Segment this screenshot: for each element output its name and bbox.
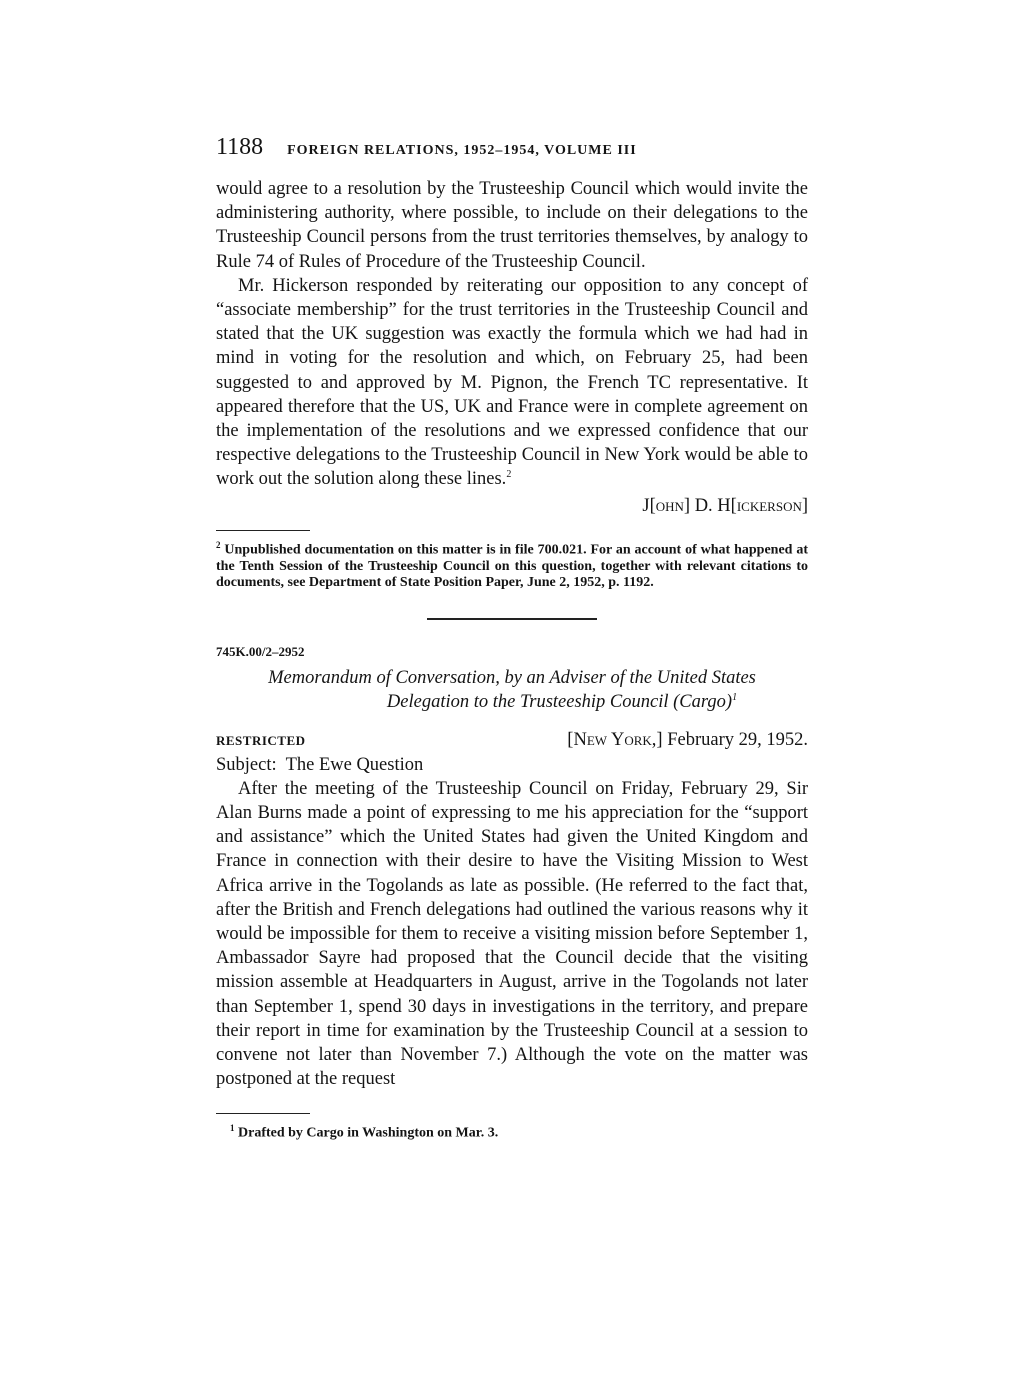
page	[216, 134, 808, 1143]
page-number: 1188	[216, 134, 264, 160]
title-line-2: Delegation to the Trusteeship Council (Cargo)	[386, 691, 733, 712]
footnote-ref-2: 2	[506, 469, 512, 481]
footnote-ref-1: 1	[732, 691, 738, 703]
document-meta	[216, 730, 808, 751]
memo-paragraph: After the meeting of the Trusteeship Council on Friday, February 29, Sir Alan Burns made a point of expressing to me his appreciation for the “support and assistance” which the United States had given the United Kingdom and France in connection with their desire to have the Visiting Mission to West Africa arrive in the Togolands as late as possible. (He referred to the fact that, after the British and French delegations had outlined the various reasons why it would be impossible for them to receive a visiting mission before September 1, Ambassador Sayre had proposed that the Council decide that the visiting mission assemble at Headquarters in August, arrive in the Togolands not later than September 1, spend 30 days in investigations in the territory, and prepare their report in time for examination by the Trusteeship Council at a session to convene not later than November 7.) Although the vote on the matter was postponed at the request	[216, 778, 808, 1090]
place-date: [New York,] February 29, 1952.	[567, 729, 808, 750]
file-number: 745K.00/2–2952	[216, 643, 305, 659]
footnote-2: $^2$ Unpublished documentation on this matter is in file 700.021. For an account of what happened at the Tenth Session of the Trusteeship Council on this question, together with relevant citations to documents, see Department of State Position Paper, June 2, 1952, p. 1192.	[216, 539, 808, 591]
page-header	[216, 134, 808, 161]
footnote-divider-bottom	[216, 1113, 310, 1114]
subject-value: The Ewe Question	[285, 754, 424, 775]
running-head: FOREIGN RELATIONS, 1952–1954, VOLUME III	[287, 143, 637, 158]
title-line-1: Memorandum of Conversation, by an Adviser of the United States	[268, 667, 756, 688]
footnote-divider	[216, 530, 310, 531]
subject-line	[216, 753, 808, 777]
continuation-paragraph: would agree to a resolution by the Trusteeship Council which would invite the administering authority, where possible, to include on their delegations to the Trusteeship Council persons from the trust territories themselves, by analogy to Rule 74 of Rules of Procedure of the Trusteeship Council.	[216, 179, 808, 272]
document-title	[216, 666, 808, 714]
section-divider	[427, 618, 597, 620]
subject-label: Subject:	[216, 754, 277, 775]
classification-label: RESTRICTED	[216, 732, 306, 748]
signature: J[ohn] D. H[ickerson]	[642, 495, 808, 516]
hickerson-paragraph: Mr. Hickerson responded by reiterating our opposition to any concept of “associate membership” for the trust territories in the Trusteeship Council and stated that the UK suggestion was exactly the formula which we had had in mind in voting for the resolution and which, on February 25, had been suggested to and approved by M. Pignon, the French TC representative. It appeared therefore that the US, UK and France were in complete agreement on the implementation of the resolutions and we expressed confidence that our respective delegations to the Trusteeship Council in New York would be able to work out the solution along these lines.$^2$	[216, 275, 808, 490]
footnote-1: $^1$ Drafted by Cargo in Washington on Mar. 3.	[230, 1123, 499, 1142]
